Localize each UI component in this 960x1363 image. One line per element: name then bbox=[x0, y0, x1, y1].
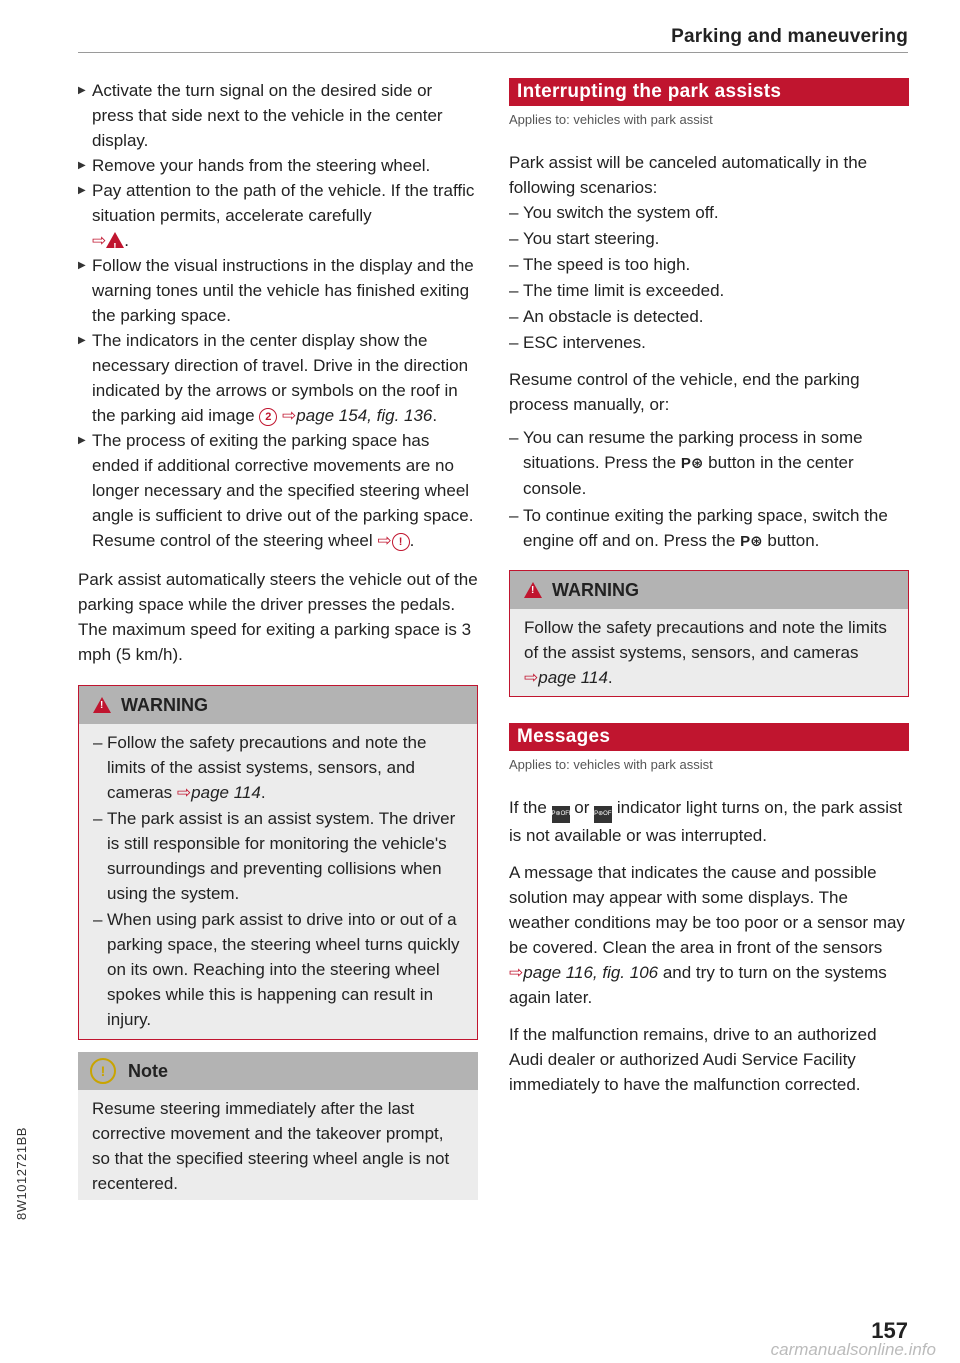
page-number: 157 bbox=[871, 1318, 908, 1343]
scenario-item: – An obstacle is detected. bbox=[509, 304, 909, 329]
note-text: Resume steering immediately after the last corrective movement and the takeover prompt, so that the specified steering wheel angle is not recentered. bbox=[92, 1099, 450, 1193]
section-heading: Messages bbox=[509, 723, 909, 751]
ref-arrow-icon: ⇨ bbox=[524, 668, 539, 687]
para-text: If the bbox=[509, 798, 547, 817]
step-text: Follow the visual instructions in the display and the warning tones until the vehicle has finished exiting the parking space. bbox=[92, 256, 474, 325]
option-text: button. bbox=[767, 531, 820, 550]
page-reference-link[interactable]: page 114 bbox=[191, 783, 261, 802]
page-reference-link[interactable]: page 116, fig. 106 bbox=[523, 963, 659, 982]
ref-arrow-icon: ⇨ bbox=[377, 531, 392, 550]
warning-item: – Follow the safety precautions and note the limits of the assist systems, sensors, and cameras ⇨page 114. bbox=[93, 730, 465, 805]
body-paragraph: Resume control of the vehicle, end the parking process manually, or: bbox=[509, 370, 860, 414]
exclamation-circle-icon: ! bbox=[90, 1058, 116, 1084]
body-paragraph bbox=[509, 860, 909, 1010]
note-header bbox=[78, 1052, 478, 1090]
warning-item-text: Follow the safety precautions and note the limits of the assist systems, sensors, and cameras bbox=[107, 733, 427, 802]
applies-to-text: Applies to: vehicles with park assist bbox=[509, 757, 713, 772]
scenario-item: – ESC intervenes. bbox=[509, 330, 909, 355]
park-assist-indicator-yellow-icon: P⊛OFF bbox=[552, 806, 570, 823]
callout-number-icon: 2 bbox=[259, 408, 277, 426]
warning-header bbox=[510, 571, 908, 609]
scenario-item: – You switch the system off. bbox=[509, 200, 909, 225]
page-reference-link[interactable]: page 154, fig. 136 bbox=[296, 406, 433, 425]
note-title: Note bbox=[128, 1060, 168, 1081]
warning-item-text: The park assist is an assist system. The driver is still responsible for monitoring the vehicle's surroundings and preventing collisions when using the system. bbox=[107, 809, 456, 903]
option-text: button in the center console. bbox=[523, 453, 854, 498]
ref-arrow-icon: ⇨ bbox=[176, 783, 192, 802]
para-text: A message that indicates the cause and possible solution may appear with some displays. The weather conditions may be too poor or a sensor may be covered. Clean the area in front of the sensors bbox=[509, 863, 905, 957]
step-item bbox=[78, 253, 478, 328]
page-header-title: Parking and maneuvering bbox=[671, 26, 908, 47]
ref-arrow-icon: ⇨ bbox=[92, 231, 107, 250]
body-paragraph: Park assist automatically steers the vehicle out of the parking space while the driver presses the pedals. The maximum speed for exiting a parking space is 3 mph (5 km/h). bbox=[78, 570, 478, 664]
step-item: ▶ The indicators in the center display show the necessary direction of travel. Drive in the direction indicated by the arrows or symbols on the roof in the parking aid image 2 ⇨page 154, fig. 136. bbox=[78, 328, 478, 428]
ref-arrow-icon: ⇨ bbox=[509, 963, 524, 982]
step-item bbox=[78, 153, 478, 178]
warning-text-content: Follow the safety precautions and note the limits of the assist systems, sensors, and cameras bbox=[524, 618, 887, 662]
step-text: Pay attention to the path of the vehicle. If the traffic situation permits, accelerate carefully bbox=[92, 181, 475, 225]
applies-to-text: Applies to: vehicles with park assist bbox=[509, 112, 713, 127]
warning-item-text: When using park assist to drive into or out of a parking space, the steering wheel turns quickly on its own. Reaching into the steering wheel spokes while this is happening can result in injury. bbox=[107, 910, 460, 1029]
warning-box bbox=[78, 685, 478, 1040]
option-text: To continue exiting the parking space, switch the engine off and on. Press the bbox=[523, 506, 888, 550]
option-item bbox=[509, 503, 909, 554]
note-box bbox=[78, 1052, 478, 1200]
para-text: indicator light turns on, the park assist is not available or was interrupted. bbox=[509, 798, 903, 845]
body-paragraph: Park assist will be canceled automatically in the following scenarios: bbox=[509, 153, 868, 197]
section-heading: Interrupting the park assists bbox=[509, 78, 909, 106]
scenario-item: – The speed is too high. bbox=[509, 252, 909, 277]
warning-item bbox=[93, 806, 465, 906]
step-text: Remove your hands from the steering wheel. bbox=[92, 156, 431, 175]
page-reference-link[interactable]: page 114 bbox=[538, 668, 608, 687]
warning-triangle-icon bbox=[93, 697, 111, 713]
option-item bbox=[509, 425, 909, 501]
warning-triangle-icon[interactable] bbox=[106, 232, 124, 248]
note-callout-icon[interactable]: ! bbox=[392, 533, 410, 551]
step-item bbox=[78, 78, 478, 153]
warning-body bbox=[510, 609, 908, 696]
para-text: and try to turn on the systems again later. bbox=[509, 963, 887, 1007]
option-text: You can resume the parking process in some situations. Press the bbox=[523, 428, 863, 472]
warning-title: WARNING bbox=[552, 579, 639, 600]
warning-text: Follow the safety precautions and note the limits of the assist systems, sensors, and cameras ⇨page 114. bbox=[524, 618, 887, 687]
scenario-item: – The time limit is exceeded. bbox=[509, 278, 909, 303]
scenario-item: – You start steering. bbox=[509, 226, 909, 251]
note-body bbox=[78, 1090, 478, 1200]
warning-box bbox=[509, 570, 909, 697]
warning-title: WARNING bbox=[121, 694, 208, 715]
warning-header bbox=[79, 686, 477, 724]
ref-arrow-icon: ⇨ bbox=[282, 406, 297, 425]
body-paragraph bbox=[509, 795, 909, 848]
warning-item bbox=[93, 907, 465, 1032]
document-code: 8W1012721BB bbox=[14, 1127, 29, 1220]
step-item: ▶ The process of exiting the parking space has ended if additional corrective movements are no longer necessary and the specified steering wheel angle is sufficient to drive out of the parking space. Resume control of the steering wheel ⇨ ! . bbox=[78, 428, 478, 553]
header-divider bbox=[78, 52, 908, 53]
step-item: ▶ Pay attention to the path of the vehicle. If the traffic situation permits, accelerate carefully ⇨! . bbox=[78, 178, 478, 253]
step-text: The indicators in the center display show the necessary direction of travel. Drive in the direction indicated by the arrows or symbols on the roof in the parking aid image bbox=[92, 331, 469, 425]
warning-triangle-icon bbox=[524, 582, 542, 598]
park-assist-button-icon: P⊛ bbox=[740, 533, 763, 550]
warning-body bbox=[79, 724, 477, 1039]
watermark-text: carmanualsonline.info bbox=[770, 1340, 936, 1359]
para-text: or bbox=[574, 798, 590, 817]
step-text: Activate the turn signal on the desired side or press that side next to the vehicle in the center display. bbox=[92, 81, 443, 150]
body-paragraph: If the malfunction remains, drive to an authorized Audi dealer or authorized Audi Service Facility immediately to have the malfunction corrected. bbox=[509, 1025, 877, 1094]
park-assist-button-icon: P⊛ bbox=[680, 455, 704, 472]
left-column bbox=[78, 78, 478, 1200]
step-text: The process of exiting the parking space has ended if additional corrective movements are no longer necessary and the specified steering wheel angle is sufficient to drive out of the parking space. Resume control of the steering wheel bbox=[92, 431, 474, 550]
right-column bbox=[509, 78, 909, 1097]
park-assist-indicator-icon: P⊛OFF bbox=[594, 806, 612, 823]
